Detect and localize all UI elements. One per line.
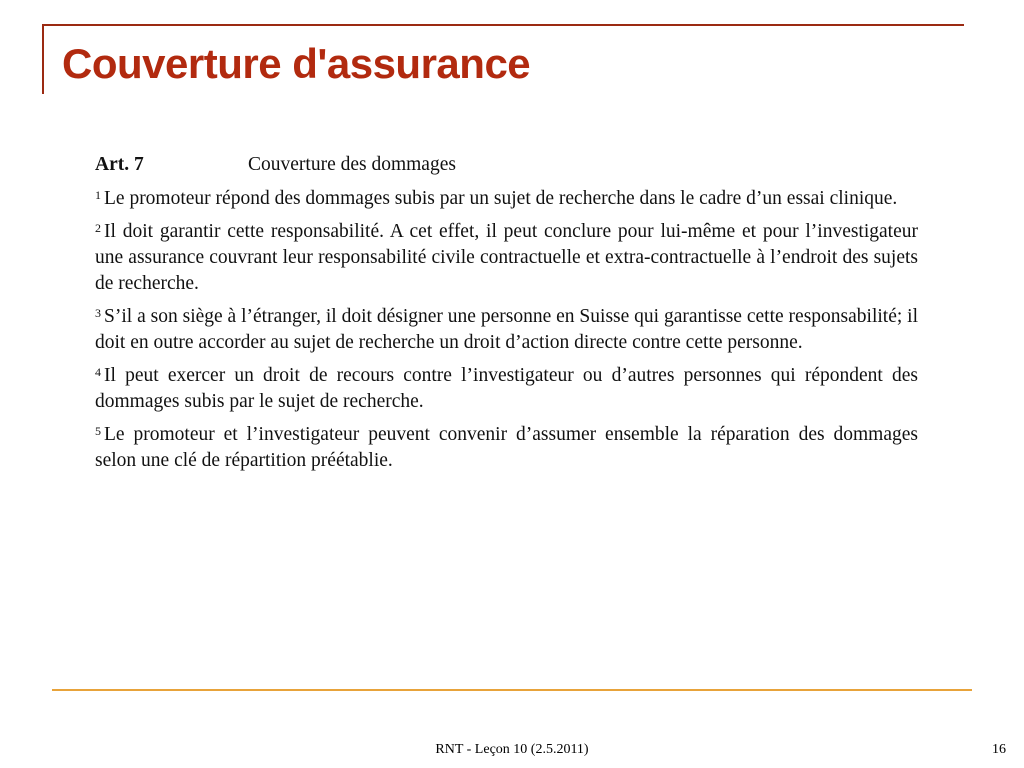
article-header xyxy=(95,152,918,178)
paragraph-number: 3 xyxy=(95,306,101,320)
paragraph-number: 4 xyxy=(95,365,101,379)
article-number: Art. 7 xyxy=(95,154,144,175)
article-heading: Couverture des dommages xyxy=(248,154,456,175)
footer-divider xyxy=(52,689,972,691)
article-paragraph-2 xyxy=(95,219,918,297)
paragraph-text: Il doit garantir cette responsabilité. A cet effet, il peut conclure pour lui-même et pour l’investigateur une assurance couvrant leur responsabilité civile contractuelle et extra-contractuelle à l’endroit des sujets de recherche. xyxy=(95,221,918,294)
paragraph-text: Le promoteur répond des dommages subis par un sujet de recherche dans le cadre d’un essai clinique. xyxy=(104,188,898,209)
article-paragraph-4 xyxy=(95,363,918,415)
paragraph-text: Il peut exercer un droit de recours contre l’investigateur ou d’autres personnes qui répondent des dommages subis par le sujet de recherche. xyxy=(95,365,918,412)
slide-footer: RNT - Leçon 10 (2.5.2011) xyxy=(435,742,589,757)
slide-title: Couverture d'assurance xyxy=(62,40,531,87)
article-paragraph-5 xyxy=(95,422,918,474)
paragraph-number: 1 xyxy=(95,188,101,202)
page-number: 16 xyxy=(992,742,1006,757)
article-paragraph-3 xyxy=(95,304,918,356)
article-paragraph-1 xyxy=(95,186,918,212)
paragraph-number: 2 xyxy=(95,221,101,235)
paragraph-text: Le promoteur et l’investigateur peuvent convenir d’assumer ensemble la réparation des dommages selon une clé de répartition préétablie. xyxy=(95,424,918,471)
article-excerpt xyxy=(95,152,918,481)
title-frame-left-line xyxy=(42,24,44,94)
title-frame-top-line xyxy=(42,24,964,26)
paragraph-text: S’il a son siège à l’étranger, il doit désigner une personne en Suisse qui garantisse cette responsabilité; il doit en outre accorder au sujet de recherche un droit d’action directe contre cette personne. xyxy=(95,306,918,353)
paragraph-number: 5 xyxy=(95,424,101,438)
